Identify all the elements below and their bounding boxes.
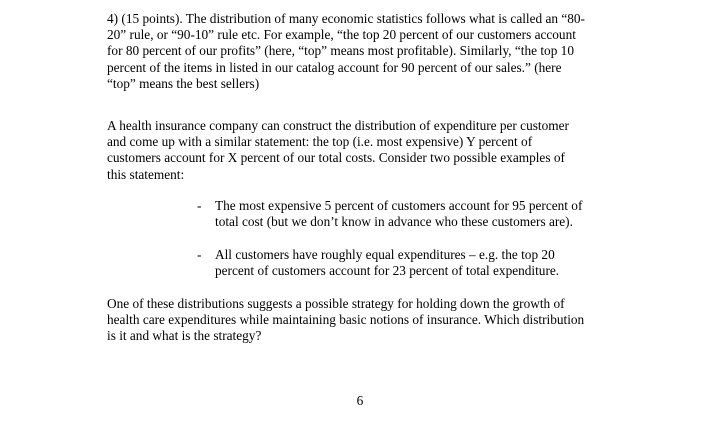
intro-line: “top” means the best sellers) (107, 75, 260, 91)
setup-paragraph (107, 118, 619, 183)
bullet-line: All customers have roughly equal expenditures – e.g. the top 20 (215, 247, 555, 262)
bullet-text (215, 198, 582, 230)
bullet-line: percent of customers account for 23 percent of total expenditure. (215, 263, 560, 279)
bullet-marker: - (197, 198, 202, 213)
bullet-line: total cost (but we don’t know in advance who these customers are). (215, 214, 573, 230)
intro-line: 20” rule, or “90-10” rule etc. For example, “the top 20 percent of our customers account (107, 27, 576, 43)
prompt-line: One of these distributions suggests a possible strategy for holding down the growth of (107, 296, 565, 311)
prompt-line: is it and what is the strategy? (107, 328, 262, 344)
intro-line: percent of the items in listed in our catalog account for 90 percent of our sales.” (here (107, 59, 562, 75)
page-number: 6 (356, 393, 364, 408)
bullet-line: The most expensive 5 percent of customers account for 95 percent of (215, 198, 583, 213)
bullet-text (215, 247, 559, 279)
setup-line: customers account for X percent of our total costs. Consider two possible examples of (107, 150, 565, 166)
prompt-line: health care expenditures while maintaining basic notions of insurance. Which distribution (107, 312, 585, 328)
intro-line: 4) (15 points). The distribution of many economic statistics follows what is called an “80- (107, 11, 585, 26)
bullet-marker: - (197, 247, 202, 262)
question-intro-paragraph (107, 11, 619, 92)
setup-line: A health insurance company can construct the distribution of expenditure per customer (107, 118, 569, 133)
setup-line: this statement: (107, 166, 185, 182)
setup-line: and come up with a similar statement: the top (i.e. most expensive) Y percent of (107, 134, 533, 150)
question-prompt-paragraph (107, 296, 619, 345)
intro-line: for 80 percent of our profits” (here, “top” means most profitable). Similarly, “the top 10 (107, 43, 574, 59)
